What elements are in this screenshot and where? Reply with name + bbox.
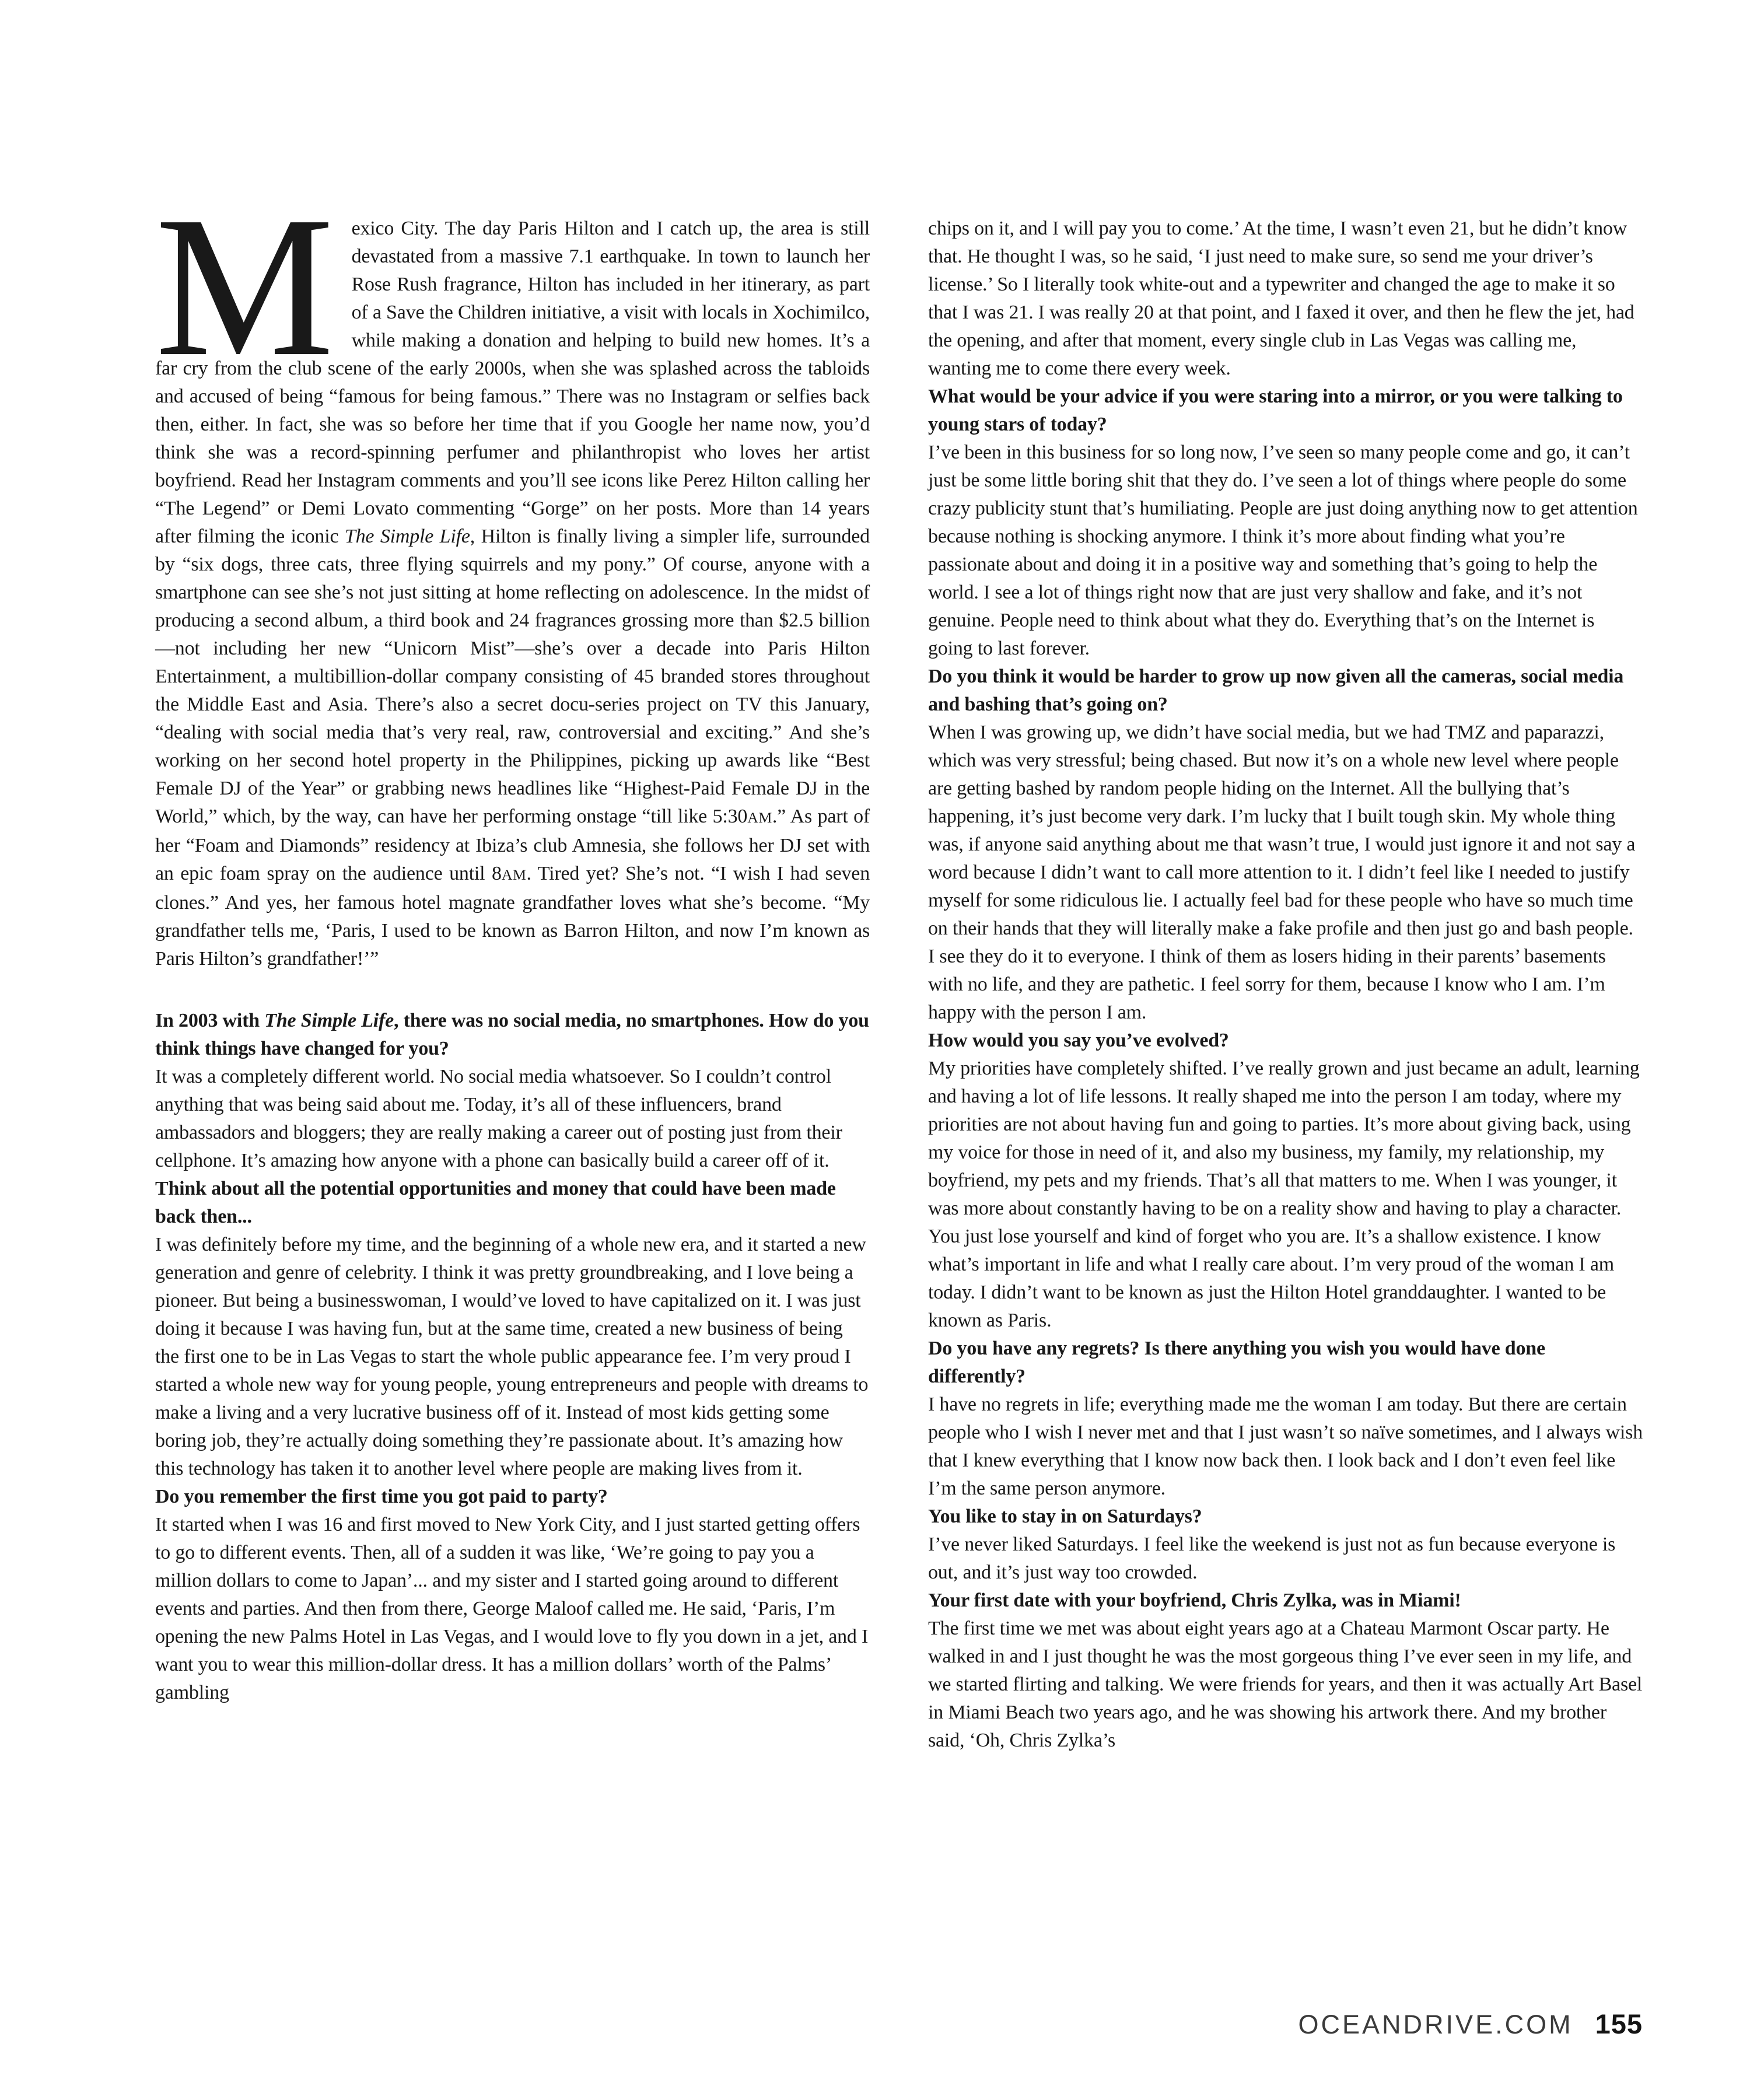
text-segment: Do you think it would be harder to grow up now given all the cameras, social media and bashing that’s going on? bbox=[928, 666, 1624, 715]
answer-paragraph bbox=[928, 1531, 1643, 1587]
text-segment: My priorities have completely shifted. I’ve really grown and just became an adult, learning and having a lot of life lessons. It really shaped me into the person I am today, where my priorities are not about having fun and going to parties. It’s more about giving back, using my voice for those in need of it, and also my business, my family, my relationship, my boyfriend, my pets and my friends. That’s all that matters to me. When I was younger, it was more about constantly having to be on a reality show and having to play a character. You just lose yourself and kind of forget who you are. It’s a shallow existence. I know what’s important in life and what I really care about. I’m very proud of the woman I am today. I didn’t want to be known as just the Hilton Hotel granddaughter. I wanted to be known as Paris. bbox=[928, 1058, 1640, 1331]
answer-paragraph bbox=[928, 719, 1643, 1027]
question-paragraph bbox=[928, 383, 1643, 439]
text-segment: How would you say you’ve evolved? bbox=[928, 1030, 1229, 1051]
text-segment: I’ve been in this business for so long now, I’ve seen so many people come and go, it can’t just be some little boring shit that they do. I’ve seen a lot of things where people do some crazy publicity stunt that’s humiliating. People are just doing anything now to get attention because nothing is shocking anymore. I think it’s more about finding what you’re passionate about and doing it in a positive way and something that’s going to help the world. I see a lot of things right now that are just very shallow and fake, and it’s not genuine. People need to think about what they do. Everything that’s on the Internet is going to last forever. bbox=[928, 442, 1638, 659]
column-right bbox=[928, 215, 1643, 1755]
question-paragraph bbox=[928, 1027, 1643, 1055]
text-segment: It started when I was 16 and first moved to New York City, and I just started getting offers to go to different events. Then, all of a sudden it was like, ‘We’re going to pay you a million dollars to come to Japan’... and my sister and I started going around to different events and parties. And then from there, George Maloof called me. He said, ‘Paris, I’m opening the new Palms Hotel in Las Vegas, and I would love to fly you down in a jet, and I want you to wear this million-dollar dress. It has a million dollars’ worth of the Palms’ gambling bbox=[155, 1514, 869, 1703]
text-segment: You like to stay in on Saturdays? bbox=[928, 1506, 1202, 1527]
text-segment: I was definitely before my time, and the beginning of a whole new era, and it started a new generation and genre of celebrity. I think it was pretty groundbreaking, and I love being a pioneer. But being a businesswoman, I would’ve loved to have capitalized on it. I was just doing it because I was having fun, but at the same time, created a new business of being the first one to be in Las Vegas to start the whole public appearance fee. I’m very proud I started a whole new way for young people, young entrepreneurs and people with dreams to make a living and a very lucrative business off of it. Instead of most kids getting some boring job, they’re actually doing something they’re passionate about. It’s amazing how this technology has taken it to another level where people are making lives from it. bbox=[155, 1234, 869, 1479]
text-segment: In 2003 with bbox=[155, 1010, 265, 1031]
text-segment: The first time we met was about eight years ago at a Chateau Marmont Oscar party. He walked in and I just thought he was the most gorgeous thing I’ve ever seen in my life, and we started flirting and talking. We were friends for years, and then it was actually Art Basel in Miami Beach two years ago, and he was showing his artwork there. And my brother said, ‘Oh, Chris Zylka’s bbox=[928, 1618, 1643, 1751]
text-segment: What would be your advice if you were staring into a mirror, or you were talking to young stars of today? bbox=[928, 386, 1623, 435]
answer-paragraph bbox=[155, 1511, 870, 1707]
question-paragraph bbox=[928, 663, 1643, 719]
question-paragraph bbox=[928, 1335, 1643, 1391]
answer-paragraph bbox=[928, 215, 1643, 383]
text-segment: When I was growing up, we didn’t have social media, but we had TMZ and paparazzi, which was very stressful; being chased. But now it’s on a whole new level where people are getting bashed by random people hiding on the Internet. All the bullying that’s happening, it’s just become very dark. I’m lucky that I built tough skin. My whole thing was, if anyone said anything about me that wasn’t true, I would just ignore it and not say a word because I didn’t want to call more attention to it. I didn’t feel like I needed to justify myself for some ridiculous lie. I actually feel bad for these people who have so much time on their hands that they will literally make a fake profile and then just go and bash people. I see they do it to everyone. I think of them as losers hiding in their parents’ basements with no life, and they are pathetic. I feel sorry for them, because I know who I am. I’m happy with the person I am. bbox=[928, 722, 1636, 1023]
drop-cap: M bbox=[155, 175, 334, 398]
text-segment-italic: The Simple Life bbox=[264, 1010, 394, 1031]
question-paragraph bbox=[928, 1503, 1643, 1531]
question-paragraph bbox=[155, 1483, 870, 1511]
page-number: 155 bbox=[1595, 2008, 1643, 2039]
text-segment: , Hilton is finally living a simpler life, surrounded by “six dogs, three cats, three flying squirrels and my pony.” Of course, anyone with a smartphone can see she’s not just sitting at home reflecting on adolescence. In the midst of producing a second album, a third book and 24 fragrances grossing more than $2.5 billion—not including her new “Unicorn Mist”—she’s over a decade into Paris Hilton Entertainment, a multibillion-dollar company consisting of 45 branded stores throughout the Middle East and Asia. There’s also a secret docu-series project on TV this January, “dealing with social media that’s very real, raw, controversial and exciting.” And she’s working on her second hotel property in the Philippines, picking up awards like “Best Female DJ of the Year” or grabbing news headlines like “Highest-Paid Female DJ in the World,” which, by the way, can have her performing onstage “till like 5:30 bbox=[155, 526, 870, 827]
article bbox=[155, 175, 1643, 1755]
text-segment-italic: The Simple Life bbox=[344, 526, 470, 547]
answer-paragraph bbox=[155, 1231, 870, 1483]
text-segment: . Tired yet? She’s not. “I wish I had seven clones.” And yes, her famous hotel magnate grandfather loves what she’s become. “My grandfather tells me, ‘Paris, I used to be known as Barron Hilton, and now I’m known as Paris Hilton’s grandfather!’” bbox=[155, 863, 870, 970]
page-footer bbox=[0, 2008, 1643, 2040]
answer-paragraph bbox=[928, 439, 1643, 663]
answer-paragraph bbox=[928, 1615, 1643, 1755]
question-paragraph bbox=[928, 1587, 1643, 1615]
text-segment: I’ve never liked Saturdays. I feel like the weekend is just not as fun because everyone is out, and it’s just way too crowded. bbox=[928, 1534, 1616, 1583]
question-paragraph bbox=[155, 1007, 870, 1063]
text-segment: exico City. The day Paris Hilton and I catch up, the area is still devastated from a massive 7.1 earthquake. In town to launch her Rose Rush fragrance, Hilton has included in her itinerary, as part of a Save the Children initiative, a visit with locals in Xochimilco, while making a donation and helping to build new homes. It’s a far cry from the club scene of the early 2000s, when she was splashed across the tabloids and accused of being “famous for being famous.” There was no Instagram or selfies back then, either. In fact, she was so before her time that if you Google her name now, you’d think she was a record-spinning perfumer and philanthropist who loves her artist boyfriend. Read her Instagram comments and you’ll see icons like Perez Hilton calling her “The Legend” or Demi Lovato commenting “Gorge” on her posts. More than 14 years after filming the iconic bbox=[155, 218, 870, 547]
text-segment-smallcaps: AM bbox=[501, 866, 527, 883]
text-segment-smallcaps: AM bbox=[747, 809, 772, 826]
answer-paragraph bbox=[928, 1391, 1643, 1503]
text-segment: chips on it, and I will pay you to come.’ At the time, I wasn’t even 21, but he didn’t know that. He thought I was, so he said, ‘I just need to make sure, so send me your driver’s license.’ So I literally took white-out and a typewriter and changed the age to make it so that I was 21. I was really 20 at that point, and I faxed it over, and then he flew the jet, had the opening, and after that moment, every single club in Las Vegas was calling me, wanting me to come there every week. bbox=[928, 218, 1634, 379]
text-segment: Think about all the potential opportunities and money that could have been made back then... bbox=[155, 1178, 836, 1227]
text-segment: .” As part of her “Foam and Diamonds” residency at Ibiza’s club Amnesia, she follows her DJ set with an epic foam spray on the audience until 8 bbox=[155, 806, 870, 884]
text-segment: Do you have any regrets? Is there anything you wish you would have done differently? bbox=[928, 1338, 1545, 1387]
text-segment: It was a completely different world. No social media whatsoever. So I couldn’t control anything that was being said about me. Today, it’s all of these influencers, brand ambassadors and bloggers; they are really making a career out of posting just from their cellphone. It’s amazing how anyone with a phone can basically build a career off of it. bbox=[155, 1066, 842, 1171]
intro-paragraph bbox=[155, 175, 870, 973]
answer-paragraph bbox=[928, 1055, 1643, 1335]
text-segment: Your first date with your boyfriend, Chris Zylka, was in Miami! bbox=[928, 1590, 1461, 1611]
text-segment: Do you remember the first time you got paid to party? bbox=[155, 1486, 608, 1507]
site-url: OCEANDRIVE.COM bbox=[1298, 2010, 1573, 2039]
text-segment: , there was no social media, no smartphones. How do you think things have changed for you? bbox=[155, 1010, 869, 1059]
answer-paragraph bbox=[155, 1063, 870, 1175]
column-left bbox=[155, 175, 870, 1755]
question-paragraph bbox=[155, 1175, 870, 1231]
text-segment: I have no regrets in life; everything made me the woman I am today. But there are certain people who I wish I never met and that I just wasn’t so naïve sometimes, and I always wish that I knew everything that I know now back then. I look back and I don’t even feel like I’m the same person anymore. bbox=[928, 1394, 1643, 1499]
